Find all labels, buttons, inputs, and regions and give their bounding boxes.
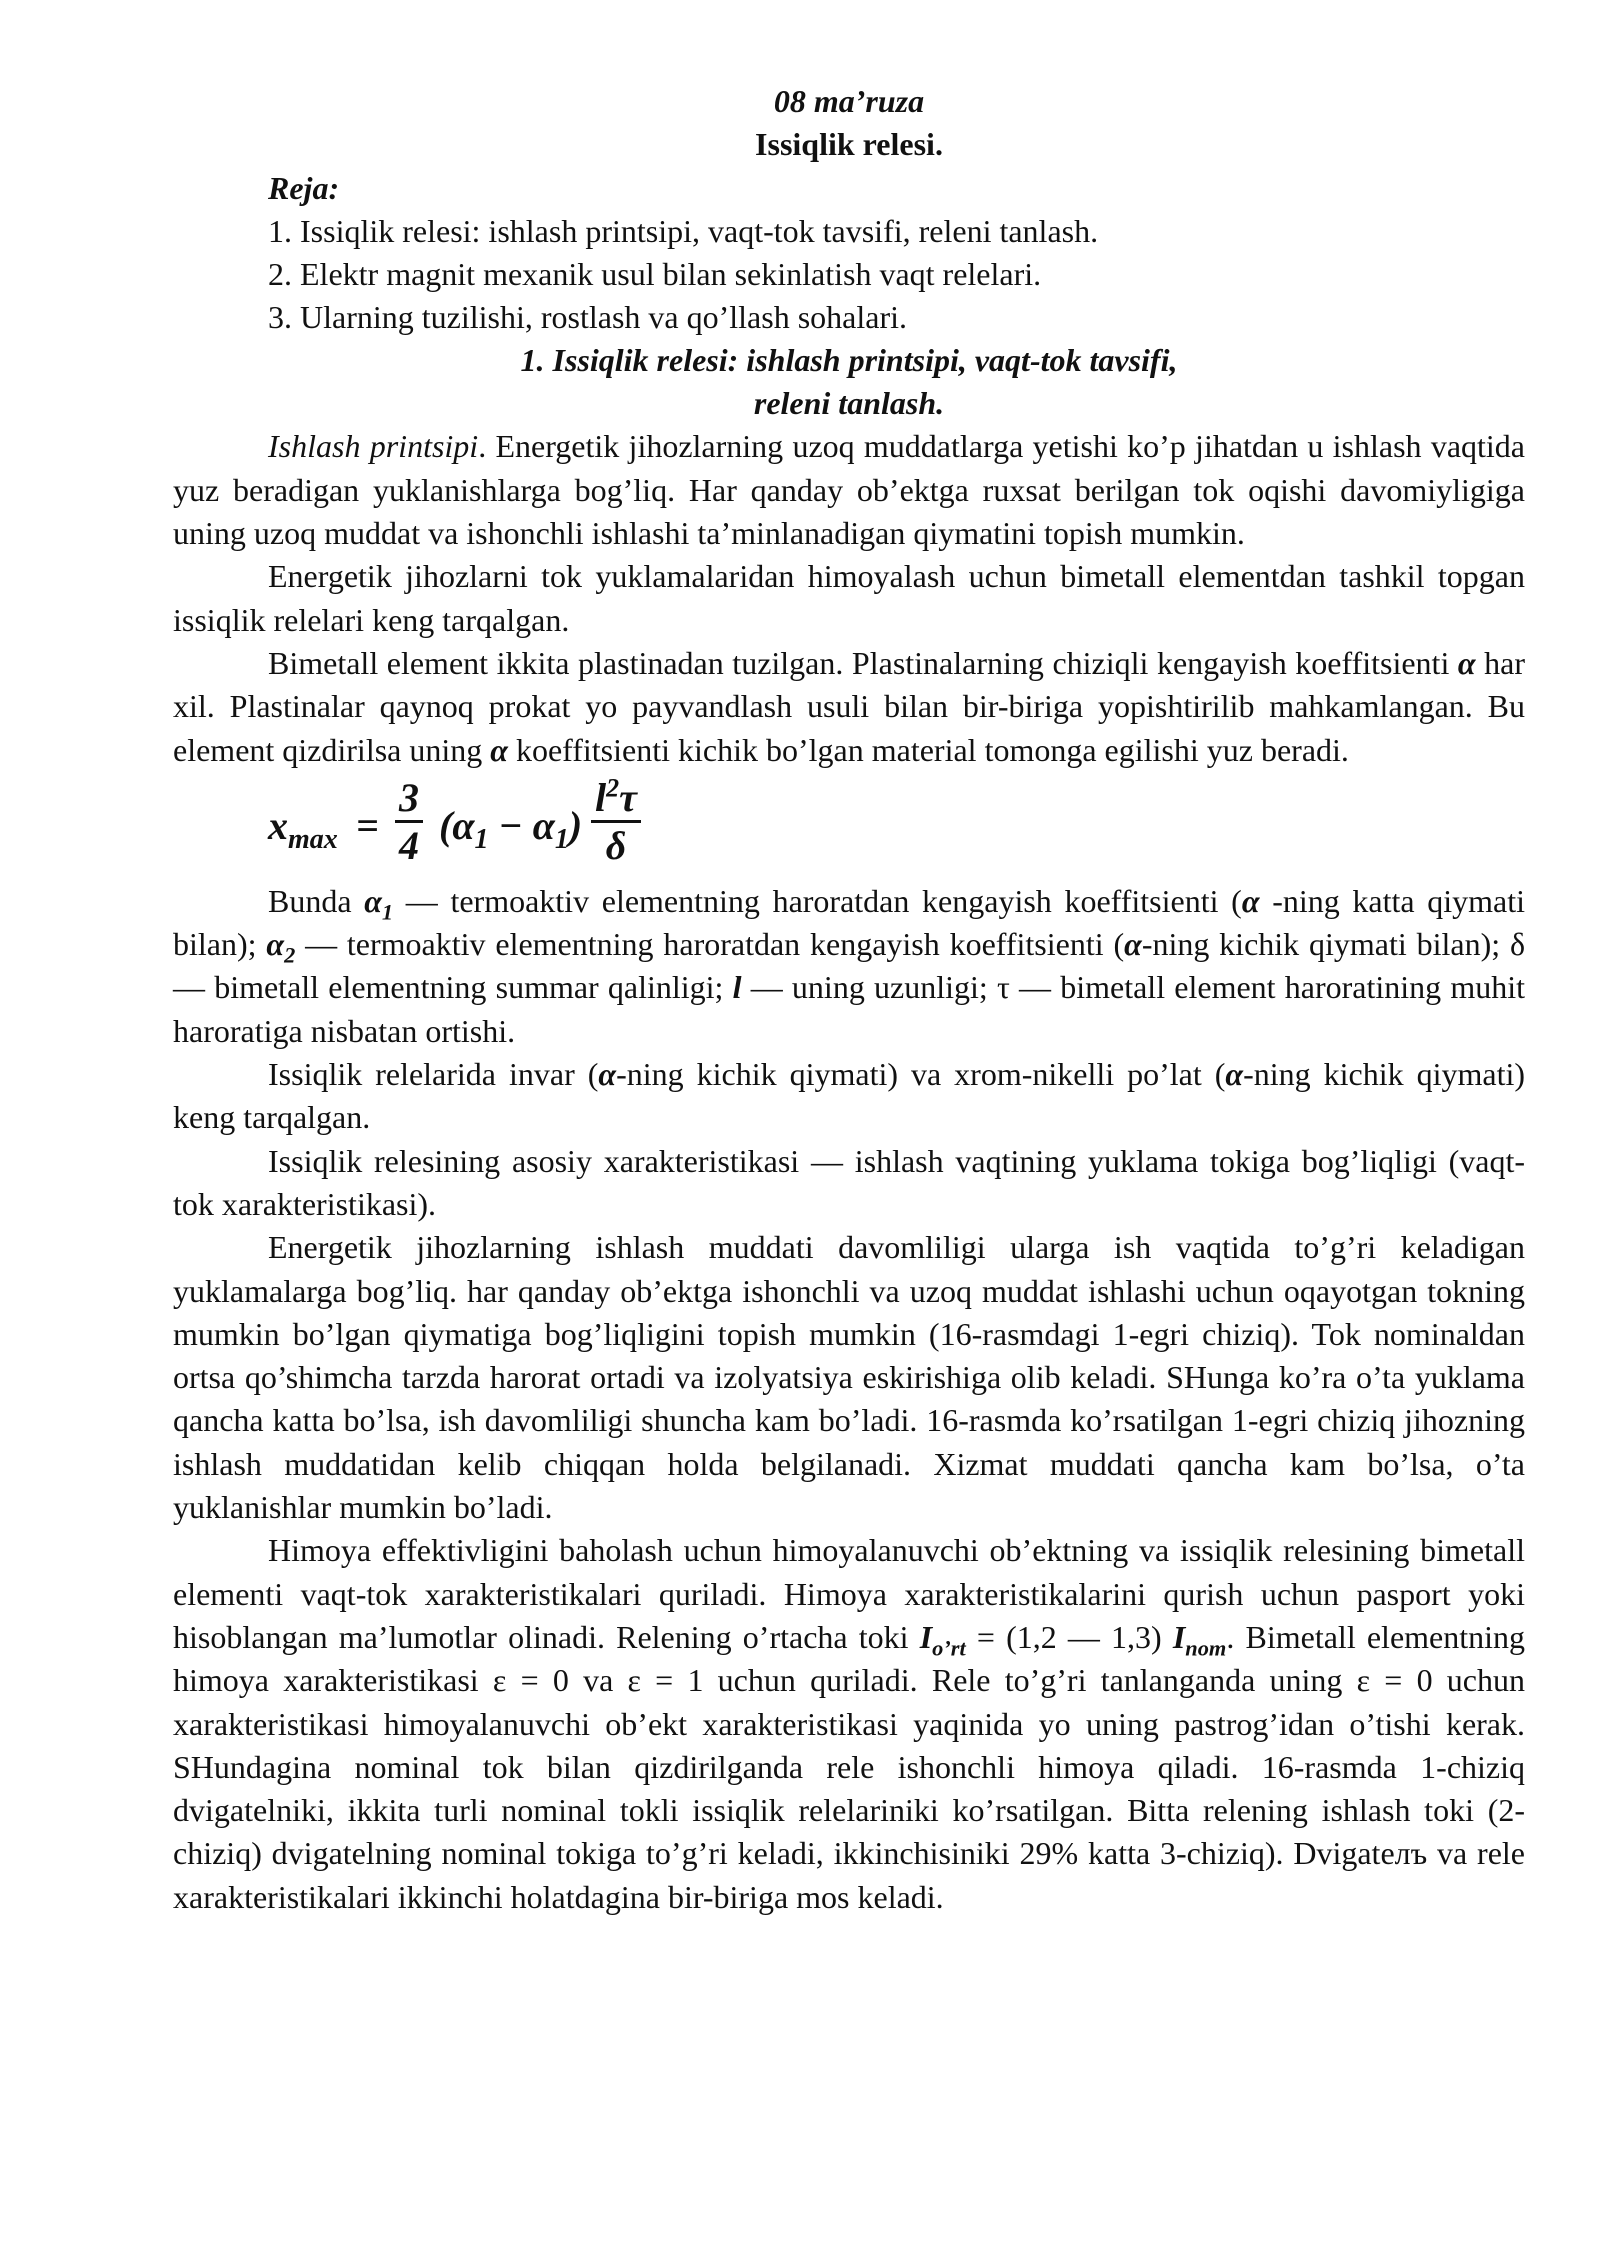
plan-list	[173, 210, 1525, 339]
paragraph-materials: Issiqlik relelarida invar (α-ning kichik qiymati) va xrom-nikelli po’lat (α-ning kichik qiymati) keng tarqalgan.	[173, 1056, 1526, 1136]
plan-item: 2. Elektr magnit mexanik usul bilan sekinlatish vaqt relelari.	[268, 255, 1042, 292]
formula-fraction-coefficient: $\frac{3}{4}$	[395, 776, 423, 869]
paragraph-bimetal-element: Bimetall element ikkita plastinadan tuzilgan. Plastinalarning chiziqli kengayish koeffitsienti α har xil. Plastinalar qaynoq prokat yo payvandlash usuli bilan bir-biriga yopishtirilib mahkamlangan. Bu element qizdirilsa uning α koeffitsienti kichik bo’lgan material tomonga egilishi yuz beradi.	[173, 644, 1526, 768]
paragraph-protection: Himoya effektivligini baholash uchun himoyalanuvchi ob’ektning va issiqlik relesining bimetall elementi vaqt-tok xarakteristikalari quriladi. Himoya xarakteristikalarini qurish uchun pasport yoki hisoblangan ma’lumotlar olinadi. Relening o’rtacha toki $I_{o’rt} = (1,2$ — 1,3) $I_{nom}$. Bimetall elementning himoya xarakteristikasi ε = 0 va ε = 1 uchun quriladi. Rele to’g’ri tanlanganda uning ε = 0 uchun xarakteristikasi himoyalanuvchi ob’ekt xarakteristikasi yaqinida yo uning pastrog’idan o’tishi kerak. SHundagina nominal tok bilan qizdirilganda rele ishonchli himoya qiladi. 16-rasmda 1-chiziq dvigatelniki, ikkita turli nominal tokli issiqlik relelariniki ko’rsatilgan. Bitta relening ishlash toki (2-chiziq) dvigatelning nominal tokiga to’g’ri keladi, ikkinchisiniki 29% katta 3-chiziq). Dvigateлъ va rele xarakteristikalari ikkinchi holatdagina bir-biriga mos keladi.	[173, 1532, 1526, 1915]
paragraph-bimetal-relays: Energetik jihozlarni tok yuklamalaridan himoyalash uchun bimetall elementdan tashkil topgan issiqlik relelari keng tarqalgan.	[173, 558, 1525, 638]
lecture-number: 08 ma’ruza	[773, 83, 925, 119]
section-heading-line1: 1. Issiqlik relesi: ishlash printsipi, vaqt-tok tavsifi,	[520, 341, 1178, 378]
formula-fraction-length: $\frac{l^2\tau}{\delta}$	[591, 776, 641, 869]
formula-difference: $(\alpha_1 - \alpha_1)$	[439, 802, 583, 855]
plan-item: 3. Ularning tuzilishi, rostlash va qo’llash sohalari.	[268, 298, 907, 335]
deflection-formula: $x_{max}$ = $\frac{3}{4}$ $(\alpha_1 - \alpha_1)$ $\frac{l^2\tau}{\delta}$	[173, 776, 1525, 874]
formula-lhs: $x_{max}$	[268, 802, 338, 855]
document-page	[173, 80, 1525, 1919]
plan-item: 1. Issiqlik relesi: ishlash printsipi, vaqt-tok tavsifi, releni tanlash.	[268, 212, 1099, 249]
paragraph-characteristic: Issiqlik relesining asosiy xarakteristikasi — ishlash vaqtining yuklama tokiga bog’liqligi (vaqt-tok xarakteristikasi).	[173, 1142, 1525, 1222]
paragraph-definitions: Bunda $\alpha_1$ — termoaktiv elementning haroratdan kengayish koeffitsienti (α -ning katta qiymati bilan); $\alpha_2$ — termoaktiv elementning haroratdan kengayish koeffitsienti (α-ning kichik qiymati bilan); δ — bimetall elementning summar qalinligi; l — uning uzunligi; τ — bimetall element haroratining muhit haroratiga nisbatan ortishi.	[173, 882, 1526, 1049]
page-title: Issiqlik relesi.	[755, 126, 943, 163]
paragraph-service-life: Energetik jihozlarning ishlash muddati davomliligi ularga ish vaqtida to’g’ri keladigan yuklamalarga bog’liq. har qanday ob’ektga ishonchli va uzoq muddat ishlashi uchun oqayotgan tokning mumkin bo’lgan qiymatiga bog’liqligini topish mumkin (16-rasmdagi 1-egri chiziq). Tok nominaldan ortsa qo’shimcha tarzda harorat ortadi va izolyatsiya eskirishiga olib keladi. SHunga ko’ra o’ta yuklama qancha katta bo’lsa, ish davomliligi shuncha kam bo’ladi. 16-rasmda ko’rsatilgan 1-egri chiziq jihozning ishlash muddatidan kelib chiqqan holda belgilanadi. Xizmat muddati qancha kam bo’lsa, o’ta yuklanishlar mumkin bo’ladi.	[173, 1229, 1525, 1526]
plan-heading: Reja:	[268, 169, 340, 206]
principle-lead: Ishlash printsipi	[268, 428, 479, 465]
section-heading-line2: releni tanlash.	[753, 385, 945, 422]
paragraph-principle: Ishlash printsipi. Energetik jihozlarning uzoq muddatlarga yetishi ko’p jihatdan u ishlash vaqtida yuz beradigan yuklanishlarga bog’liq. Har qanday ob’ektga ruxsat berilgan tok oqishi davomiyligiga uning uzoq muddat va ishonchli ishlashi ta’minlanadigan qiymatini topish mumkin.	[173, 428, 1526, 552]
